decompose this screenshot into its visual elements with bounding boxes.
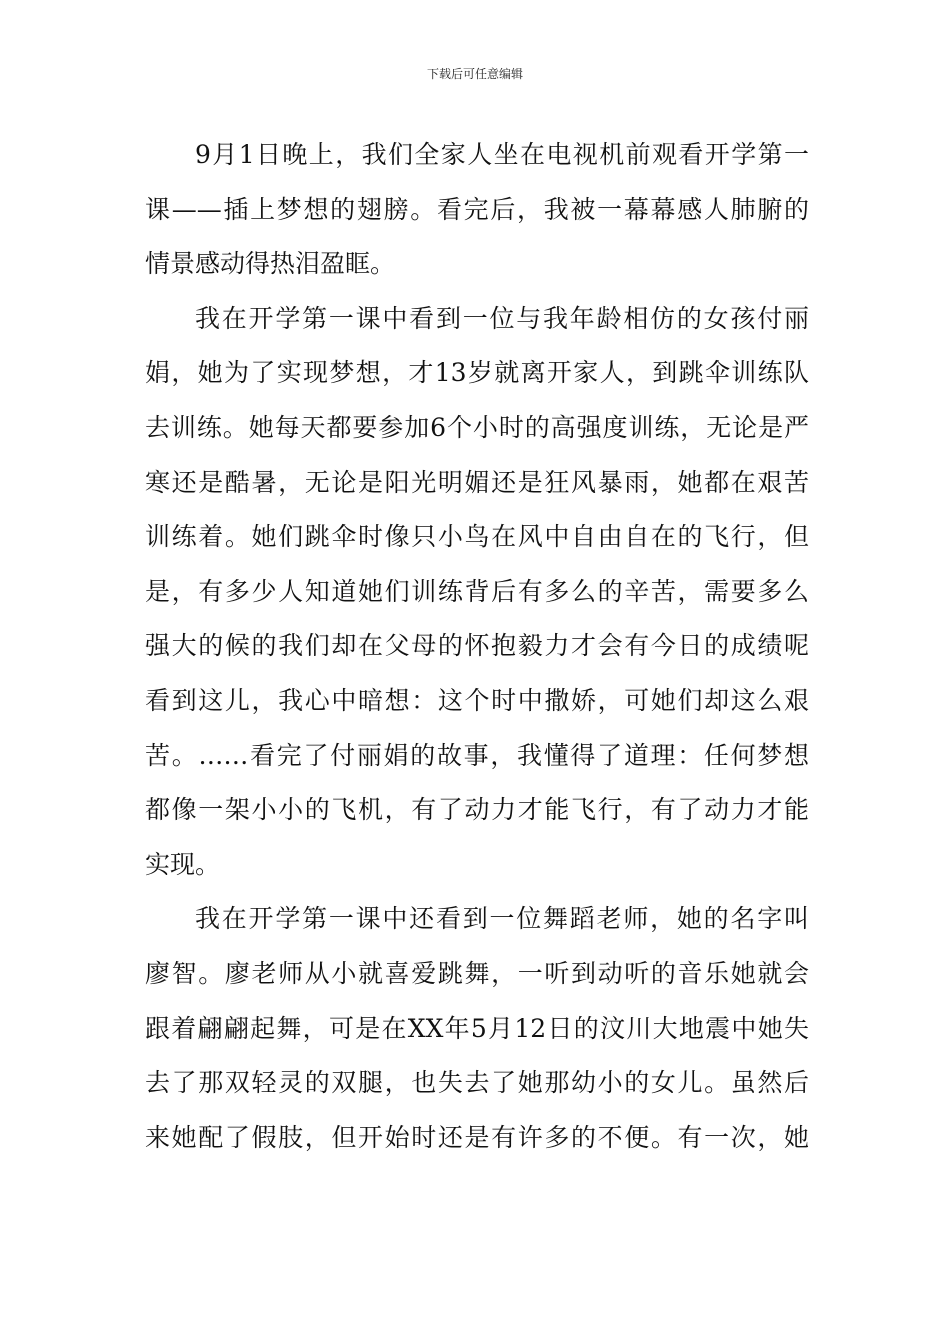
text-line: 寒还是酷暑，无论是阳光明媚还是狂风暴雨，她都在艰苦: [145, 467, 809, 497]
paragraph-3: [145, 892, 809, 1165]
text-line: 来她配了假肢，但开始时还是有许多的不便。有一次，她: [145, 1122, 809, 1152]
text-line: 廖智。廖老师从小就喜爱跳舞，一听到动听的音乐她就会: [145, 958, 809, 988]
text-line: 去了那双轻灵的双腿，也失去了她那幼小的女儿。虽然后: [145, 1068, 809, 1098]
text-line: 都像一架小小的飞机，有了动力才能飞行，有了动力才能: [145, 795, 809, 825]
text-line: 课——插上梦想的翅膀。看完后，我被一幕幕感人肺腑的: [145, 194, 809, 224]
text-line: 情景感动得热泪盈眶。: [145, 249, 396, 279]
text-line: 我在开学第一课中还看到一位舞蹈老师，她的名字叫: [195, 904, 809, 934]
text-line: 强大的候的我们却在父母的怀抱毅力才会有今日的成绩呢: [145, 631, 809, 661]
text-line: 娟，她为了实现梦想，才13岁就离开家人，到跳伞训练队: [145, 358, 809, 388]
text-line: 看到这儿，我心中暗想：这个时中撒娇，可她们却这么艰: [145, 685, 809, 715]
header-note: 下载后可任意编辑: [426, 67, 523, 81]
text-line: 是，有多少人知道她们训练背后有多么的辛苦，需要多么: [145, 576, 809, 606]
text-line: 训练着。她们跳伞时像只小鸟在风中自由自在的飞行，但: [145, 522, 809, 552]
text-line: 我在开学第一课中看到一位与我年龄相仿的女孩付丽: [195, 303, 809, 333]
text-line: 实现。: [145, 849, 221, 879]
text-line: 去训练。她每天都要参加6个小时的高强度训练，无论是严: [145, 412, 809, 442]
text-line: 苦。……看完了付丽娟的故事，我懂得了道理：任何梦想: [145, 740, 809, 770]
paragraph-1: [145, 128, 809, 292]
paragraph-2: [145, 292, 809, 893]
document-body: [145, 128, 809, 1165]
text-line: 跟着翩翩起舞，可是在XX年5月12日的汶川大地震中她失: [145, 1013, 809, 1043]
text-line: 9月1日晚上，我们全家人坐在电视机前观看开学第一: [195, 140, 809, 169]
